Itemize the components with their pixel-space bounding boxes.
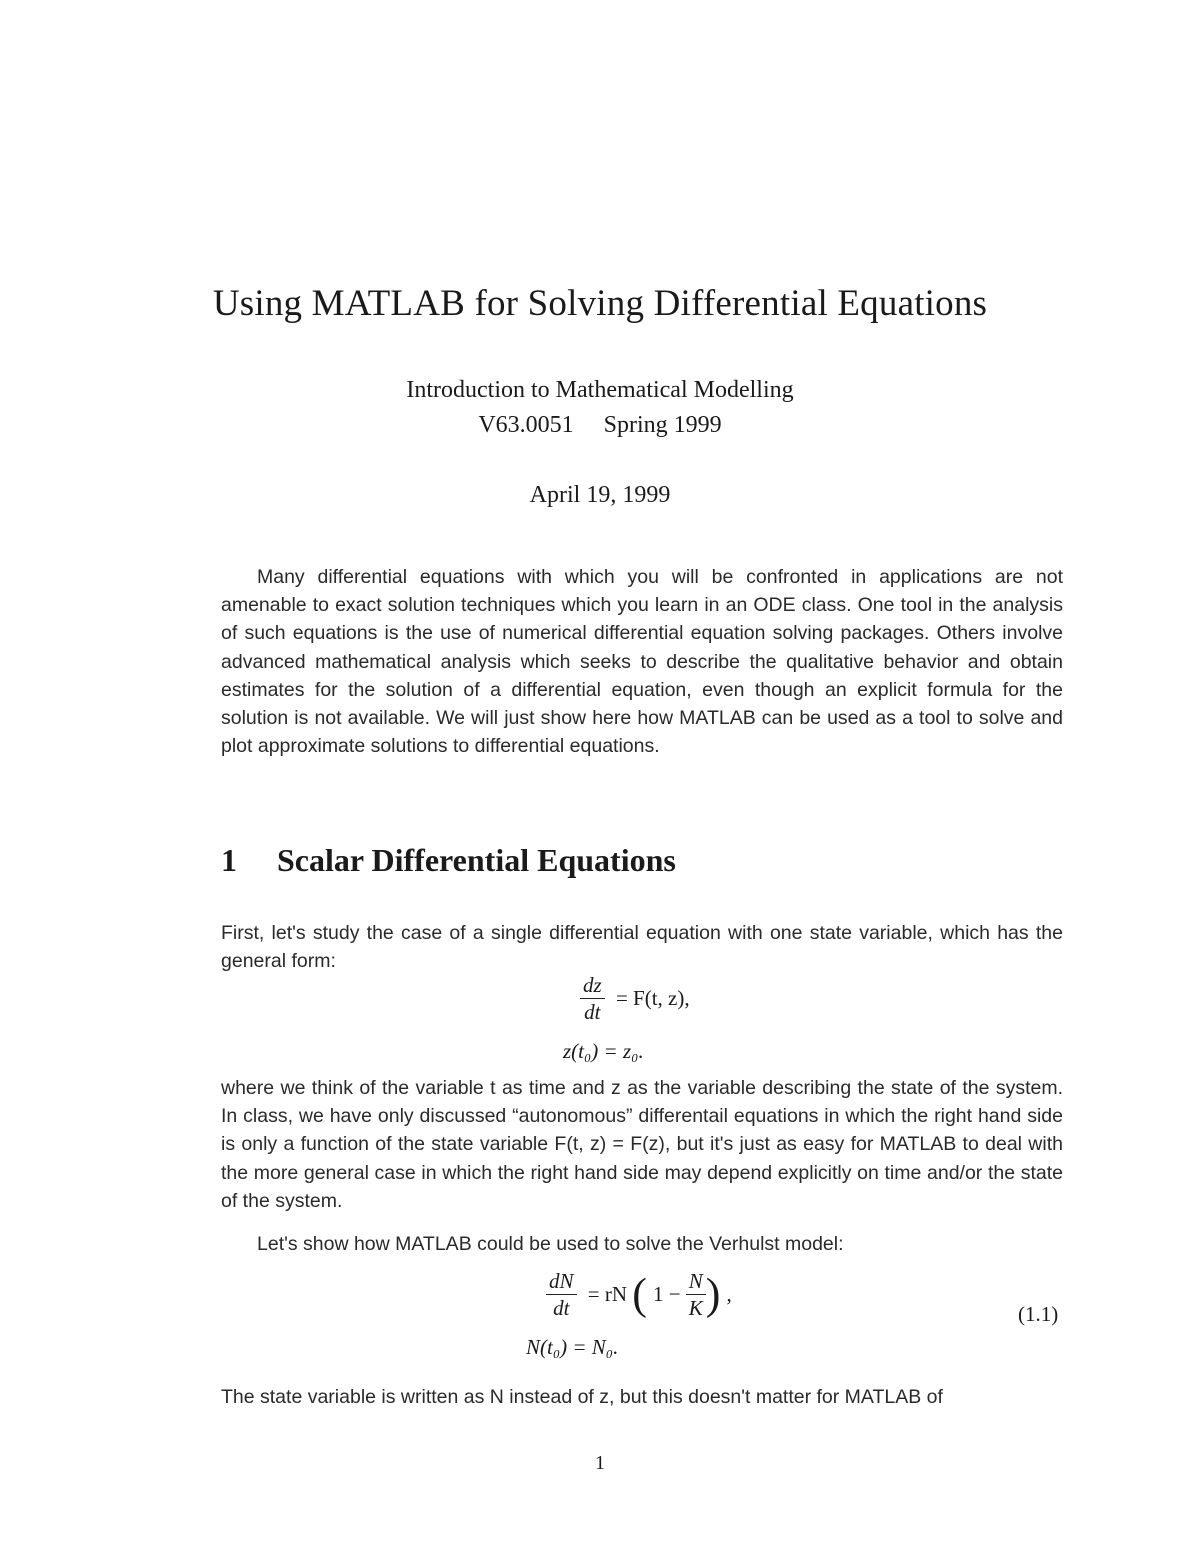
equation-rhs: = F(t, z), [615, 986, 690, 1010]
paper-date: April 19, 1999 [529, 482, 671, 508]
section-title: Scalar Differential Equations [277, 842, 676, 878]
verhulst-intro: Let's show how MATLAB could be used to solve the Verhulst model: [257, 1233, 844, 1255]
one-minus: 1 − [652, 1282, 681, 1306]
intro-paragraph: First, let's study the case of a single differential equation with one state variable, which has the general form: [221, 922, 1063, 973]
fraction-numerator: dN [546, 1268, 577, 1295]
section-heading [221, 842, 676, 879]
verhulst-equation [546, 1268, 732, 1321]
verhulst-initial-condition: N(t₀) = N₀. [526, 1335, 619, 1359]
left-paren: ( [632, 1269, 647, 1319]
comma: , [726, 1282, 732, 1306]
equation-middle: = rN [587, 1282, 628, 1306]
fraction-denominator: dt [584, 1000, 601, 1024]
general-ode-equation [580, 972, 690, 1025]
paper-title: Using MATLAB for Solving Differential Equations [212, 283, 988, 324]
fraction-numerator: N [686, 1268, 706, 1295]
course-code-term [0, 412, 1200, 439]
state-variable-paragraph: The state variable is written as N instead of z, but this doesn't matter for MATLAB of [221, 1386, 943, 1408]
abstract-paragraph: Many differential equations with which you will be confronted in applications are not amenable to exact solution techniques which you learn in an ODE class. One tool in the analysis of such equations is the use of numerical differential equation solving packages. Others involve advanced mathematical analysis which seeks to describe the qualitative behavior and obtain estimates for the solution of a differential equation, even though an explicit formula for the solution is not available. We will just show here how MATLAB can be used as a tool to solve and plot approximate solutions to differential equations. [221, 566, 1063, 758]
explanation-paragraph: where we think of the variable t as time and z as the variable describing the state of the system. In class, we have only discussed “autonomous” differentail equations in which the right hand side is only a function of the state variable F(t, z) = F(z), but it's just as easy for MATLAB to deal with the more general case in which the right hand side may depend explicitly on time and/or the state of the system. [221, 1077, 1063, 1212]
fraction-numerator: dz [580, 972, 605, 999]
fraction-denominator: K [688, 1296, 703, 1320]
derivative-fraction [580, 972, 605, 1025]
fraction-denominator: dt [553, 1296, 570, 1320]
n-over-k-fraction [686, 1268, 706, 1321]
page-number: 1 [595, 1452, 605, 1474]
course-term: Spring 1999 [603, 412, 722, 438]
right-paren: ) [705, 1269, 721, 1319]
course-name: Introduction to Mathematical Modelling [406, 377, 794, 403]
course-code: V63.0051 [478, 412, 574, 438]
initial-condition: z(t₀) = z₀. [563, 1039, 644, 1063]
dn-dt-fraction [546, 1268, 577, 1321]
section-number: 1 [221, 842, 237, 878]
equation-number: (1.1) [1018, 1302, 1059, 1326]
